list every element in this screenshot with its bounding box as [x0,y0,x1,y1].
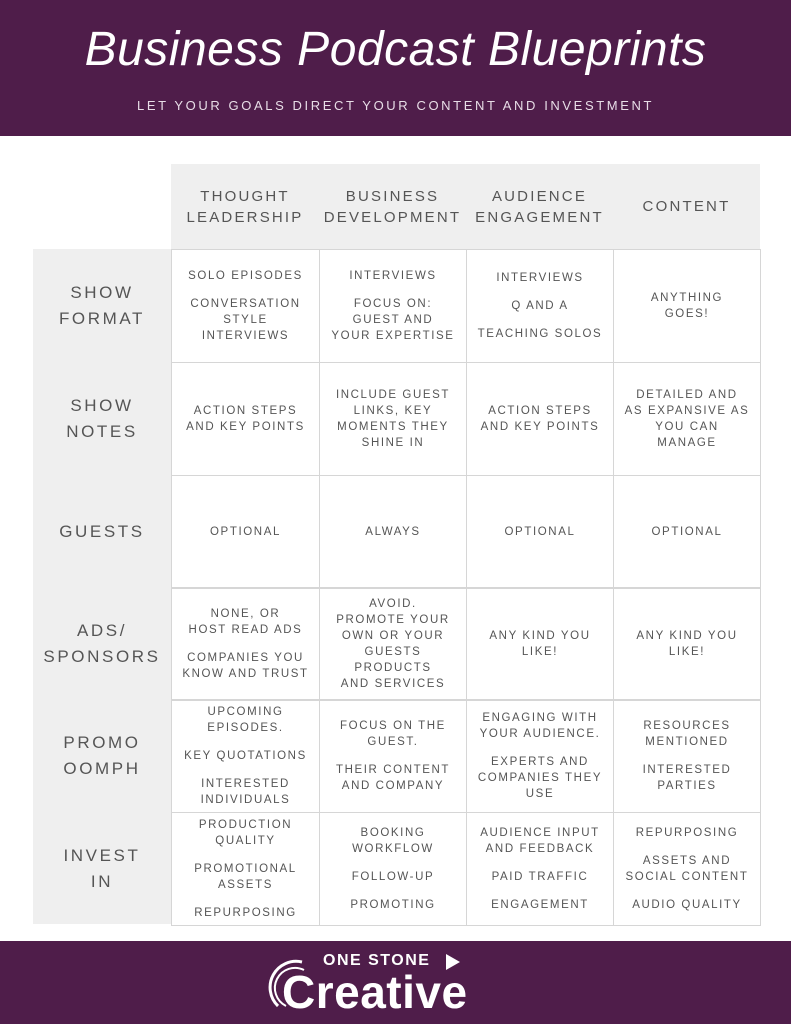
grid-cell [171,587,320,701]
logo-main-text: Creative [282,966,468,1018]
grid-cell [319,362,467,476]
cell-text: SOLO EPISODES [188,270,303,282]
cell-text: PAID TRAFFIC [491,871,589,883]
grid-cell [613,362,761,476]
cell-text: ENGAGEMENT [491,899,589,911]
grid-cell [319,699,467,813]
cell-text: PRODUCTION QUALITY [198,819,293,847]
cell-text: REPURPOSING [635,827,739,839]
grid-cell [466,812,614,926]
grid-cell [319,812,467,926]
cell-text: Q AND A [511,300,569,312]
grid-cell [613,475,761,589]
cell-text: ANYTHING GOES! [650,292,724,320]
grid-cell [319,249,467,363]
cell-text: FOLLOW-UP [351,871,435,883]
cell-text: TEACHING SOLOS [477,328,603,340]
cell-text: BOOKING WORKFLOW [352,827,434,855]
cell-text: ACTION STEPS AND KEY POINTS [186,405,305,433]
cell-text: INTERVIEWS [349,270,437,282]
cell-text: INTERESTED INDIVIDUALS [200,778,291,806]
row-header: ADS/ SPONSORS [43,620,161,666]
cell-text: ASSETS AND SOCIAL CONTENT [625,855,749,883]
cell-text: REPURPOSING [194,907,297,919]
blueprint-grid [171,249,760,924]
cell-text: ANY KIND YOU LIKE! [489,630,591,658]
row-header: INVEST IN [63,845,141,891]
grid-cell [466,587,614,701]
column-header: CONTENT [642,198,731,215]
cell-text: ENGAGING WITH YOUR AUDIENCE. [479,712,601,740]
cell-text: THEIR CONTENT AND COMPANY [335,764,451,792]
grid-cell [613,249,761,363]
grid-cell [171,475,320,589]
grid-cell [171,249,320,363]
cell-text: INCLUDE GUEST LINKS, KEY MOMENTS THEY SHINE IN [335,389,451,449]
header-banner [0,0,791,136]
grid-cell [466,699,614,813]
cell-text: PROMOTIONAL ASSETS [194,863,297,891]
cell-text: PROMOTING [350,899,436,911]
cell-text: FOCUS ON: GUEST AND YOUR EXPERTISE [331,298,455,342]
grid-cell [613,587,761,701]
cell-text: AVOID. PROMOTE YOUR OWN OR YOUR GUESTS PRODUCTS AND SERVICES [336,598,450,690]
column-header: BUSINESS DEVELOPMENT [323,187,462,226]
cell-text: AUDIO QUALITY [632,899,742,911]
grid-cell [466,362,614,476]
grid-cell [319,475,467,589]
cell-text: UPCOMING EPISODES. [207,706,284,734]
logo-top-text: ONE STONE [323,952,431,969]
page-title: Business Podcast Blueprints [84,23,707,76]
cell-text: OPTIONAL [504,526,576,538]
cell-text: ACTION STEPS AND KEY POINTS [480,405,600,433]
row-header: SHOW FORMAT [58,282,146,328]
cell-text: RESOURCES MENTIONED [643,720,731,748]
cell-text: EXPERTS AND COMPANIES THEY USE [477,756,603,800]
cell-text: FOCUS ON THE GUEST. [340,720,446,748]
grid-cell [613,699,761,813]
cell-text: ANY KIND YOU LIKE! [636,630,738,658]
page-subtitle: LET YOUR GOALS DIRECT YOUR CONTENT AND INVESTMENT [137,98,654,113]
row-header: SHOW NOTES [66,395,138,441]
cell-text: AUDIENCE INPUT AND FEEDBACK [480,827,600,855]
cell-text: KEY QUOTATIONS [184,750,307,762]
cell-text: COMPANIES YOU KNOW AND TRUST [182,652,309,680]
grid-cell [319,587,467,701]
row-header: GUESTS [59,521,145,541]
cell-text: INTERESTED PARTIES [642,764,732,792]
cell-text: NONE, OR HOST READ ADS [188,608,303,636]
grid-cell [466,475,614,589]
cell-text: OPTIONAL [651,526,723,538]
cell-text: OPTIONAL [210,526,281,538]
grid-cell [613,812,761,926]
column-header: THOUGHT LEADERSHIP [186,187,304,226]
cell-text: CONVERSATION STYLE INTERVIEWS [190,298,301,342]
grid-cell [466,249,614,363]
cell-text: DETAILED AND AS EXPANSIVE AS YOU CAN MANAGE [624,389,750,449]
grid-cell [171,699,320,813]
cell-text: ALWAYS [365,526,421,538]
one-stone-creative-logo [268,952,528,1018]
cell-text: INTERVIEWS [496,272,584,284]
grid-cell [171,812,320,926]
column-header: AUDIENCE ENGAGEMENT [475,187,604,226]
grid-cell [171,362,320,476]
row-header: PROMO OOMPH [63,732,141,778]
